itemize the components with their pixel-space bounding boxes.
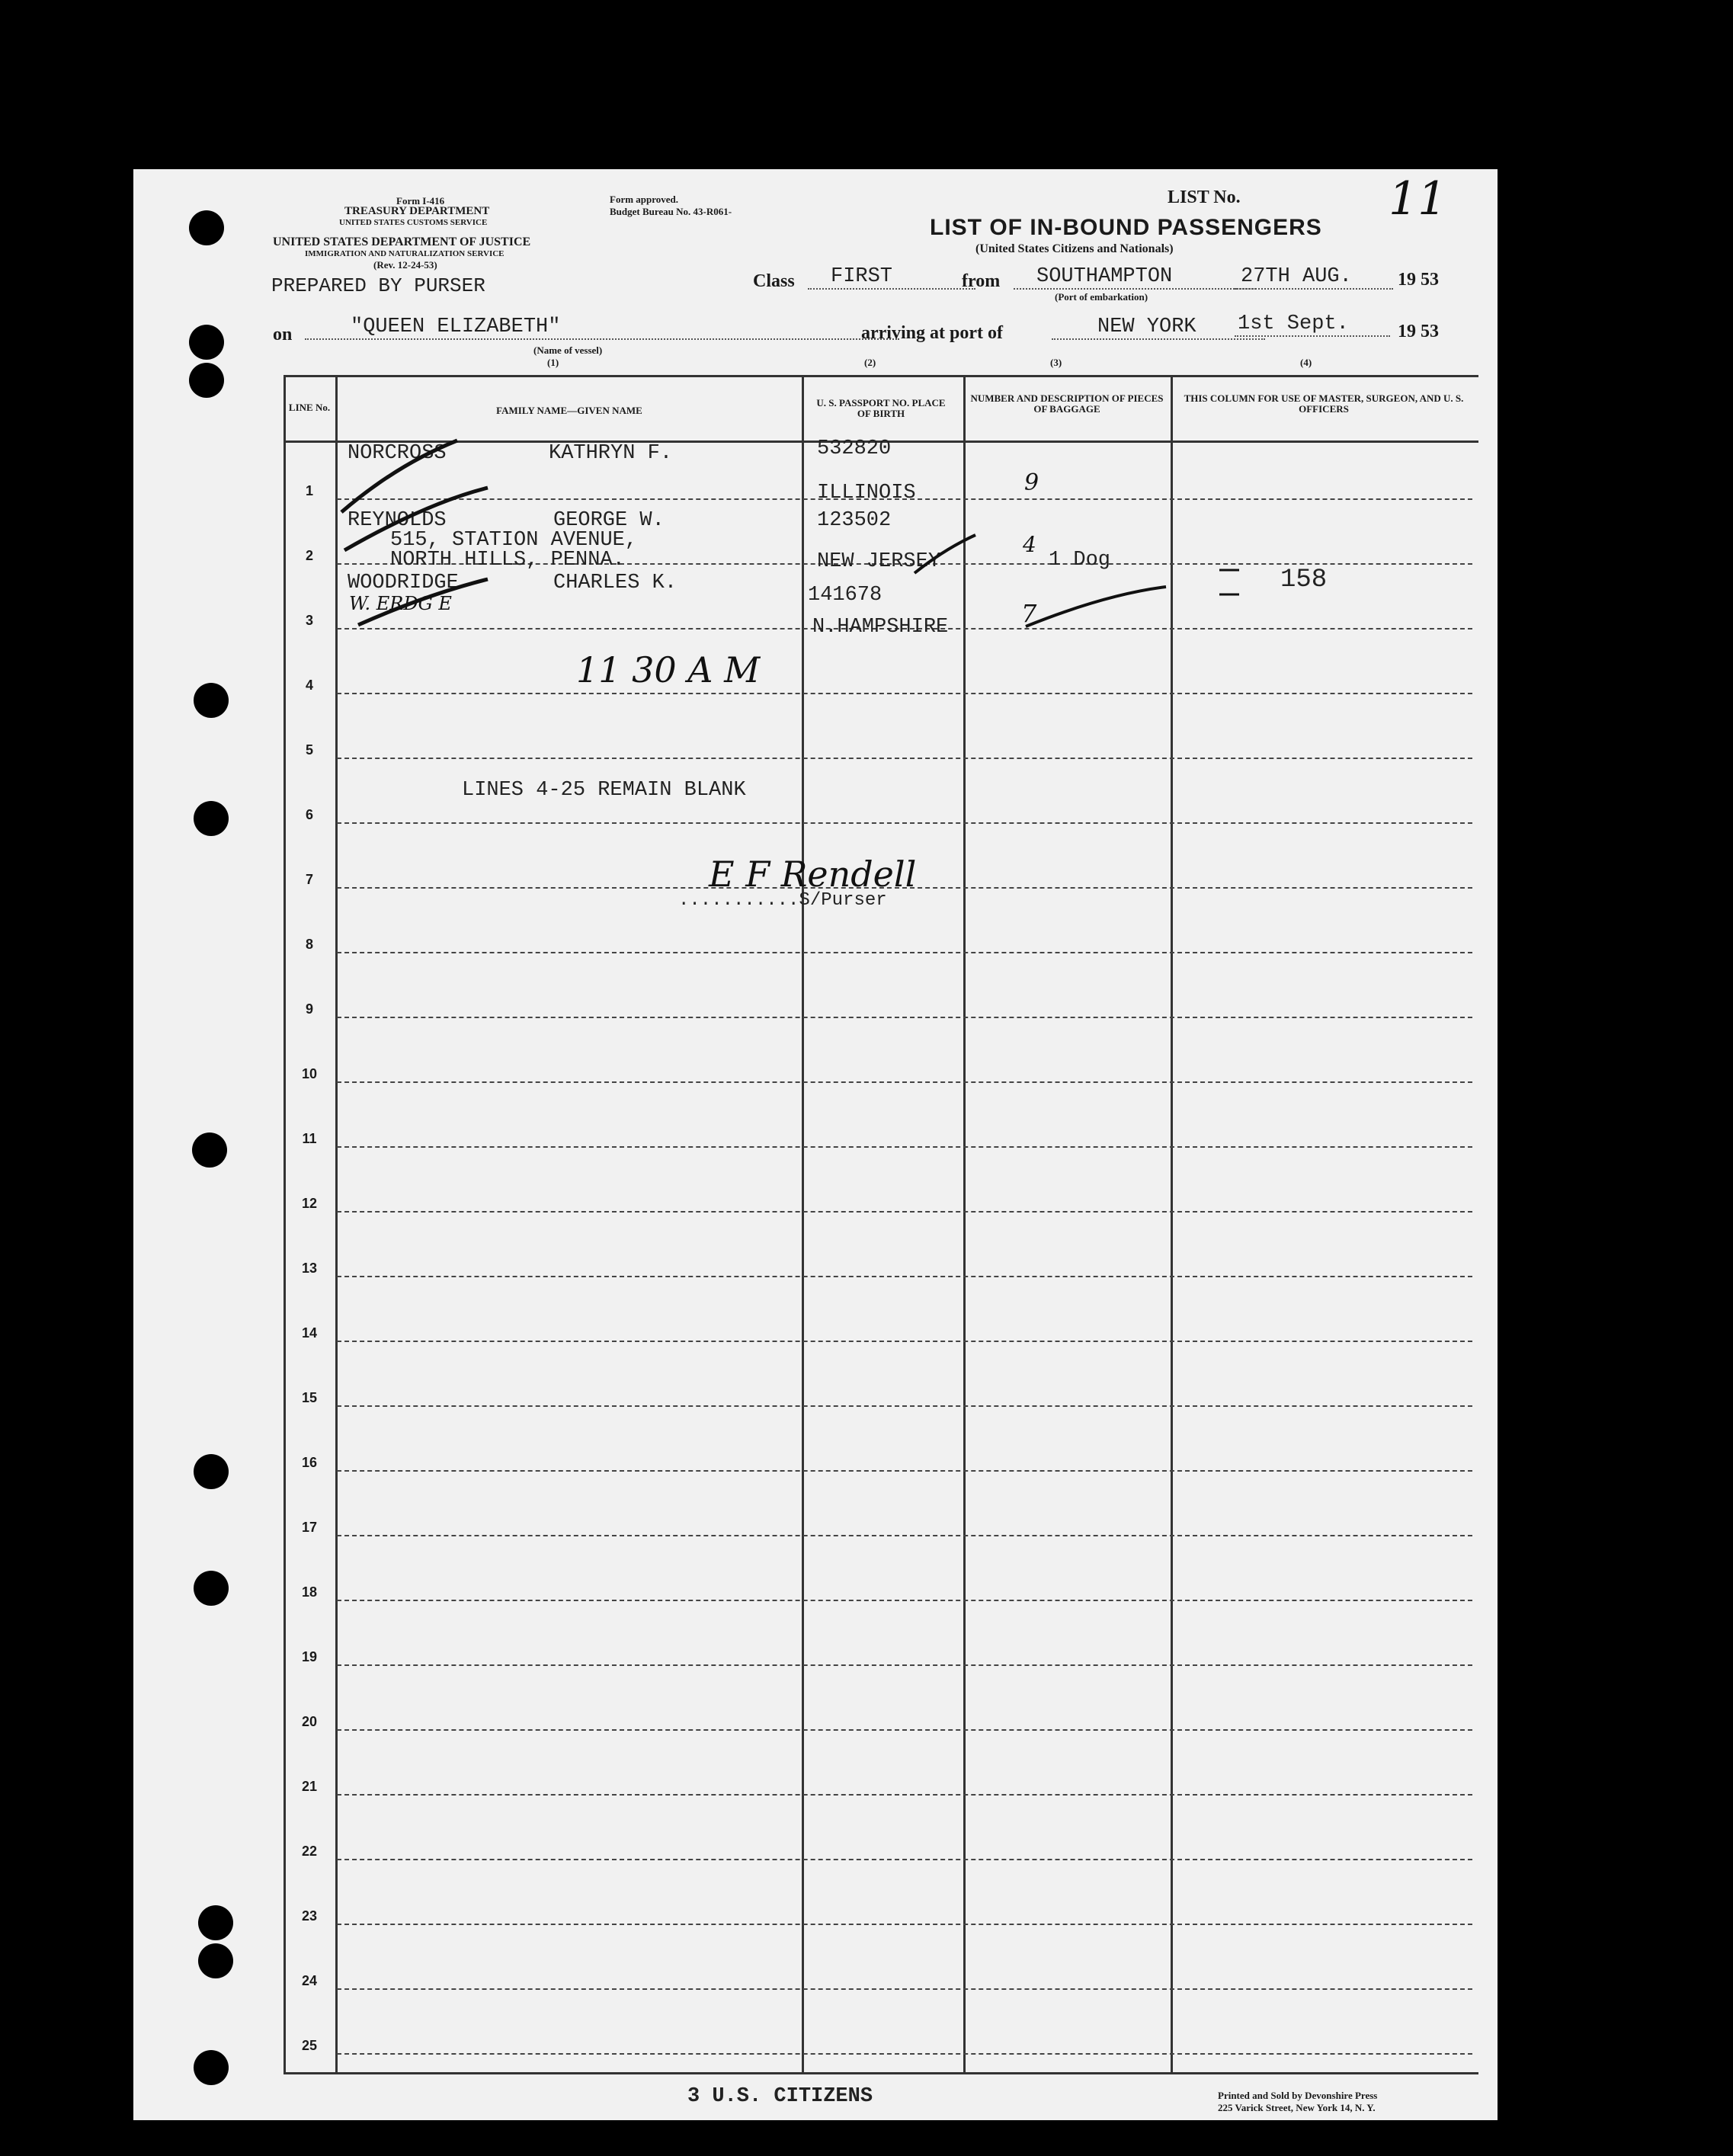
line-number: 11 — [302, 1131, 317, 1146]
passenger-3-birth: N.HAMPSHIRE — [812, 616, 949, 639]
col-num-1: (1) — [547, 357, 559, 368]
revision: (Rev. 12-24-53) — [373, 259, 437, 271]
line-number: 1 — [305, 483, 313, 498]
passenger-1-given: KATHRYN F. — [549, 442, 673, 465]
year-2: 19 53 — [1398, 322, 1439, 341]
year-1: 19 53 — [1398, 270, 1439, 290]
ins-service: IMMIGRATION AND NATURALIZATION SERVICE — [305, 249, 505, 258]
line-number: 3 — [305, 613, 313, 628]
budget-bureau: Budget Bureau No. 43-R061- — [610, 206, 732, 217]
vessel-note: (Name of vessel) — [533, 344, 603, 356]
woodridge-correction: W. ERDG E — [349, 593, 452, 614]
line-number: 16 — [301, 1455, 318, 1470]
line-number: 6 — [305, 807, 313, 822]
line-number: 25 — [301, 2038, 318, 2053]
header-officers: THIS COLUMN FOR USE OF MASTER, SURGEON, AND U. S. OFFICERS — [1184, 392, 1464, 415]
line-number: 8 — [305, 937, 313, 952]
passenger-2-passport: 123502 — [817, 509, 892, 532]
justice-dept: UNITED STATES DEPARTMENT OF JUSTICE — [273, 235, 531, 248]
passenger-3-family: WOODRIDGE — [348, 572, 459, 594]
line-number: 12 — [301, 1196, 318, 1211]
col-num-3: (3) — [1050, 357, 1062, 368]
embark-date: 27TH AUG. — [1235, 265, 1393, 290]
class-label: Class — [753, 271, 795, 291]
line-number: 10 — [301, 1066, 318, 1081]
passenger-2-address2: NORTH HILLS, PENNA. — [390, 549, 625, 572]
arriving-label: arriving at port of — [861, 323, 1003, 343]
passenger-2-birth: NEW JERSEY — [817, 550, 941, 573]
line-number: 22 — [301, 1844, 318, 1859]
printer-line-1: Printed and Sold by Devonshire Press — [1218, 2090, 1378, 2101]
header-line-no: LINE No. — [288, 402, 331, 413]
header-name: FAMILY NAME—GIVEN NAME — [496, 405, 642, 416]
from-label: from — [962, 271, 1001, 291]
list-no-value: 11 — [1389, 172, 1447, 226]
passenger-3-passport: 141678 — [808, 584, 883, 607]
purser-signature: E F Rendell — [709, 854, 917, 895]
line-number: 21 — [301, 1779, 318, 1794]
line-number: 7 — [305, 872, 313, 887]
treasury-dept: TREASURY DEPARTMENT — [344, 205, 490, 217]
passenger-1-family: NORCROSS — [348, 442, 447, 465]
from-value: SOUTHAMPTON — [1014, 265, 1256, 290]
blank-note: LINES 4-25 REMAIN BLANK — [462, 779, 746, 802]
printer-line-2: 225 Varick Street, New York 14, N. Y. — [1218, 2102, 1376, 2113]
officer-note: 158 — [1280, 565, 1328, 594]
line-number: 19 — [301, 1649, 318, 1664]
col-num-2: (2) — [864, 357, 876, 368]
line-number: 17 — [301, 1520, 318, 1535]
col-num-4: (4) — [1300, 357, 1312, 368]
purser-line: ...........S/Purser — [678, 890, 887, 911]
passenger-2-baggage: 4 — [1023, 532, 1036, 557]
form-approved: Form approved. — [610, 194, 679, 205]
form-title: LIST OF IN-BOUND PASSENGERS — [930, 215, 1322, 240]
form-subtitle: (United States Citizens and Nationals) — [975, 242, 1174, 255]
time-note: 11 30 A M — [576, 649, 761, 690]
passenger-3-baggage: 7 — [1021, 599, 1037, 628]
passenger-2-address1: 515, STATION AVENUE, — [390, 529, 638, 552]
prepared-by: PREPARED BY PURSER — [271, 274, 485, 297]
citizens-count: 3 U.S. CITIZENS — [687, 2085, 873, 2108]
line-number: 15 — [301, 1390, 318, 1405]
arrival-date: 1st Sept. — [1235, 312, 1390, 337]
line-number: 5 — [305, 742, 313, 758]
header-baggage: NUMBER AND DESCRIPTION OF PIECES OF BAGGAGE — [970, 392, 1164, 415]
passenger-1-birth: ILLINOIS — [817, 482, 916, 505]
line-number: 24 — [301, 1973, 318, 1988]
line-number: 13 — [301, 1261, 318, 1276]
port-note: (Port of embarkation) — [1055, 291, 1148, 303]
line-number: 23 — [301, 1908, 318, 1924]
class-value: FIRST — [808, 265, 975, 290]
line-number: 2 — [305, 548, 313, 563]
passenger-1-baggage: 9 — [1024, 469, 1039, 496]
form-number: Form I-416 — [396, 195, 445, 207]
line-number: 18 — [301, 1584, 318, 1600]
on-label: on — [273, 325, 293, 344]
passenger-2-baggage-dog: 1 Dog — [1049, 549, 1111, 572]
header-passport: U. S. PASSPORT NO. PLACE OF BIRTH — [816, 397, 946, 419]
line-number: 9 — [305, 1001, 313, 1017]
customs-service: UNITED STATES CUSTOMS SERVICE — [339, 218, 488, 227]
passenger-2-given: GEORGE W. — [553, 509, 665, 532]
line-number: 20 — [301, 1714, 318, 1729]
line-number: 4 — [305, 678, 313, 693]
vessel-name: "QUEEN ELIZABETH" — [305, 316, 899, 340]
passenger-3-given: CHARLES K. — [553, 572, 678, 594]
passenger-2-family: REYNOLDS — [348, 509, 447, 532]
passenger-1-passport: 532820 — [817, 437, 892, 460]
line-number: 14 — [301, 1325, 318, 1341]
list-no-label: LIST No. — [1168, 187, 1241, 207]
arrival-port: NEW YORK — [1052, 316, 1265, 340]
